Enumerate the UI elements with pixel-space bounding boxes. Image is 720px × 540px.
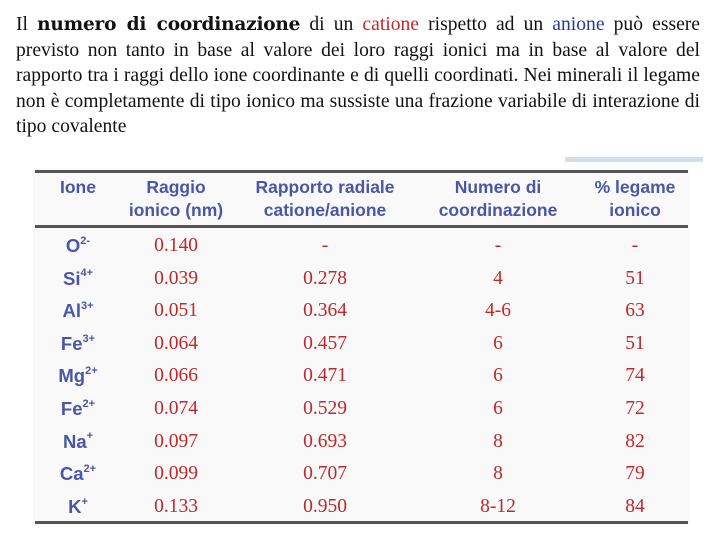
cell-ionic-bond: - (631, 235, 639, 256)
cell-radius: 0.039 (154, 267, 198, 289)
header-line: ionico (nm) (128, 200, 224, 220)
header-line: catione/anione (263, 200, 387, 220)
cell-ratio: 0.457 (303, 332, 347, 354)
ion-charge: 2+ (82, 397, 96, 410)
header-line: Raggio (146, 177, 206, 197)
cell-radius: 0.066 (154, 365, 198, 387)
cell-radius: 0.097 (154, 430, 198, 452)
column-header-ratio (234, 176, 416, 222)
ion-symbol: Ca (59, 463, 84, 485)
cell-ratio: 0.471 (303, 365, 347, 387)
cell-ion (38, 495, 118, 519)
column-header-ionic-bond (580, 176, 690, 222)
cell-ion (38, 462, 118, 486)
cell-ion (38, 332, 118, 356)
cell-radius: 0.064 (154, 332, 198, 354)
ion-symbol: Al (62, 300, 81, 322)
ion-symbol: O (65, 235, 81, 256)
cell-coordination: 4-6 (485, 300, 511, 322)
cell-ion (38, 364, 118, 388)
cell-ratio: 0.693 (303, 430, 347, 452)
cell-radius: 0.140 (154, 235, 198, 256)
cell-coordination: 4 (493, 267, 503, 289)
cell-ratio: 0.950 (303, 495, 347, 517)
header-line: Rapporto radiale (255, 177, 395, 197)
header-line: % legame (594, 177, 676, 197)
header-line: coordinazione (438, 200, 558, 220)
ion-symbol: Fe (60, 332, 83, 354)
table-top-rule (35, 170, 688, 173)
column-header-radius (118, 176, 234, 222)
cell-ratio: - (321, 235, 329, 256)
cell-ionic-bond: 74 (625, 365, 645, 387)
cell-ion (38, 430, 118, 454)
column-header-ion (38, 176, 118, 199)
intro-text-3: rispetto ad un (419, 14, 553, 35)
header-line: Numero di (454, 177, 542, 197)
table-header-rule (35, 225, 688, 228)
cell-ionic-bond: 51 (625, 332, 645, 354)
keyword-cation: catione (362, 14, 419, 35)
cell-coordination: 6 (493, 332, 503, 354)
intro-text-1: Il (16, 14, 38, 35)
header-line: ionico (609, 200, 661, 220)
cell-ionic-bond: 82 (625, 430, 645, 452)
intro-paragraph (16, 12, 700, 140)
cell-ion (38, 397, 118, 421)
ion-symbol: K (68, 495, 82, 517)
cell-ion (38, 299, 118, 323)
cell-ion (38, 234, 118, 258)
cell-radius: 0.099 (154, 463, 198, 485)
cell-ratio: 0.278 (303, 267, 347, 289)
decorative-tab (565, 157, 703, 162)
keyword-coordination-number: numero di coordinazione (37, 14, 301, 35)
ion-charge: 4+ (80, 267, 94, 280)
ion-charge: 2+ (85, 365, 98, 378)
ion-symbol: Na (62, 430, 87, 452)
cell-ionic-bond: 72 (625, 398, 645, 419)
cell-coordination: 6 (493, 398, 503, 419)
cell-ionic-bond: 51 (625, 267, 645, 289)
cell-ion (38, 267, 118, 291)
cell-ionic-bond: 84 (625, 495, 645, 517)
cell-coordination: 8-12 (480, 495, 516, 517)
cell-ionic-bond: 79 (625, 463, 645, 485)
ion-charge: + (86, 430, 94, 443)
ion-charge: 3+ (82, 332, 96, 345)
ion-charge: 2- (80, 234, 91, 247)
cell-coordination: 6 (493, 365, 503, 387)
cell-coordination: - (494, 235, 502, 256)
cell-ratio: 0.529 (303, 398, 347, 419)
ion-symbol: Fe (60, 398, 83, 419)
intro-text-2: di un (300, 14, 363, 35)
ion-symbol: Mg (58, 365, 86, 387)
column-header-coordination (416, 176, 580, 222)
table-bottom-rule (35, 521, 688, 524)
ion-symbol: Si (62, 267, 81, 289)
cell-radius: 0.133 (154, 495, 198, 517)
ion-charge: 3+ (80, 300, 94, 313)
cell-coordination: 8 (493, 430, 503, 452)
cell-ionic-bond: 63 (625, 300, 645, 322)
header-line: Ione (60, 177, 96, 197)
intro-text-4: può essere previsto non tanto in base al valore dei loro raggi ionici ma in base al valore del rapporto tra i raggi dello ione coordinante e di quelli coordinati. Nei minerali il legame non è completamente di tipo ionico ma sussiste una frazione variabile di interazione di tipo covalente (16, 14, 701, 137)
cell-coordination: 8 (493, 463, 503, 485)
keyword-anion: anione (552, 14, 605, 35)
ion-charge: 2+ (83, 463, 97, 476)
cell-radius: 0.074 (154, 398, 198, 419)
cell-ratio: 0.364 (303, 300, 347, 322)
cell-radius: 0.051 (154, 300, 198, 322)
ion-charge: + (81, 495, 88, 508)
cell-ratio: 0.707 (303, 463, 347, 485)
